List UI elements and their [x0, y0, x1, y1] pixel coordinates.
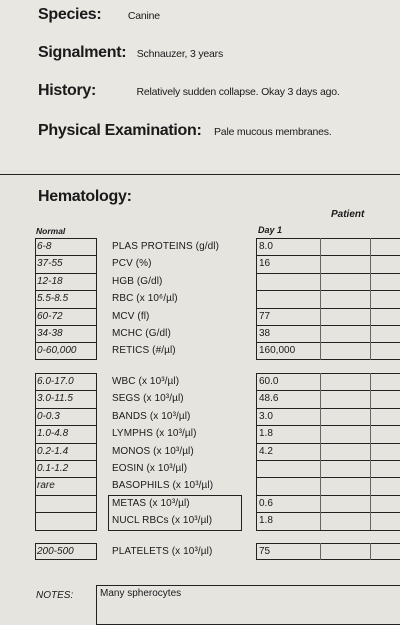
parameter-label: WBC (x 10³/µl)	[112, 376, 180, 387]
history-value: Relatively sudden collapse. Okay 3 days ago.	[136, 86, 340, 98]
parameter-label: MCHC (G/dl)	[112, 328, 171, 339]
exam-value: Pale mucous membranes.	[214, 126, 332, 138]
row-divider	[256, 477, 400, 478]
row-divider	[256, 290, 400, 291]
normal-range: 6-8	[37, 241, 52, 252]
parameter-label: PLATELETS (x 10³/µl)	[112, 546, 213, 557]
species-value: Canine	[127, 10, 160, 22]
row-divider	[256, 512, 400, 513]
signalment-field	[38, 44, 223, 62]
row-divider	[256, 273, 400, 274]
column-divider	[370, 543, 371, 560]
normal-range: 0-0.3	[37, 410, 60, 422]
row-divider	[256, 495, 400, 496]
parameter-label: NUCL RBCs (x 10³/µl)	[112, 515, 213, 527]
row-divider	[256, 443, 400, 444]
normal-range: 1.0-4.8	[37, 428, 69, 440]
hematology-title: Hematology:	[38, 188, 132, 205]
normal-range: 0.2-1.4	[37, 445, 69, 457]
normal-header: Normal	[36, 226, 66, 236]
day1-value: 160,000	[259, 345, 296, 357]
column-divider	[320, 238, 321, 360]
row-divider	[256, 408, 400, 409]
day1-value: 1.8	[259, 515, 273, 527]
normal-range: 5.5-8.5	[37, 293, 69, 305]
day-header: Day 1	[258, 225, 283, 235]
column-divider	[320, 373, 321, 530]
day1-value: 60.0	[259, 376, 279, 387]
day1-value: 16	[259, 258, 271, 270]
column-divider	[320, 543, 321, 560]
normal-range: 3.0-11.5	[37, 393, 73, 405]
row-divider	[256, 425, 400, 426]
day1-value: 3.0	[259, 410, 273, 422]
parameter-label: BASOPHILS (x 10³/µl)	[112, 480, 214, 492]
normal-range: 60-72	[37, 310, 63, 322]
day1-value: 4.2	[259, 445, 273, 457]
history-label: History:	[38, 82, 97, 99]
row-divider	[256, 255, 400, 256]
normal-range: 6.0-17.0	[37, 376, 74, 387]
normal-range: 200-500	[37, 546, 74, 557]
species-field	[38, 6, 160, 24]
notes-label: NOTES:	[36, 590, 74, 601]
column-divider	[370, 373, 371, 530]
exam-field	[38, 122, 332, 140]
signalment-label: Signalment:	[38, 44, 127, 61]
history-field	[38, 82, 340, 100]
parameter-label: SEGS (x 10³/µl)	[112, 393, 184, 405]
parameter-label: MCV (fl)	[112, 310, 150, 322]
normal-range: 0.1-1.2	[37, 463, 69, 474]
parameter-label: EOSIN (x 10³/µl)	[112, 463, 188, 474]
day1-value: 1.8	[259, 428, 273, 440]
row-divider	[35, 495, 97, 496]
species-label: Species:	[38, 6, 102, 23]
parameter-label: METAS (x 10³/µl)	[112, 497, 190, 509]
parameter-label: BANDS (x 10³/µl)	[112, 410, 191, 422]
parameter-label: HGB (G/dl)	[112, 275, 163, 287]
row-divider	[256, 308, 400, 309]
day1-value: 0.6	[259, 497, 273, 509]
normal-range: 34-38	[37, 328, 63, 339]
row-divider	[35, 512, 97, 513]
normal-range: 12-18	[37, 275, 63, 287]
row-divider	[256, 460, 400, 461]
parameter-label: MONOS (x 10³/µl)	[112, 445, 194, 457]
section-divider	[0, 174, 400, 175]
notes-value: Many spherocytes	[100, 588, 182, 599]
value-box-group3	[256, 543, 400, 560]
patient-header: Patient	[331, 209, 365, 220]
parameter-label: PCV (%)	[112, 258, 152, 270]
exam-label: Physical Examination:	[38, 122, 202, 139]
normal-range: 37-55	[37, 258, 63, 270]
parameter-label: RBC (x 10⁶/µl)	[112, 293, 178, 305]
normal-range: rare	[37, 480, 55, 492]
signalment-value: Schnauzer, 3 years	[136, 48, 224, 60]
day1-value: 75	[259, 546, 271, 557]
normal-range: 0-60,000	[37, 345, 77, 357]
day1-value: 48.6	[259, 393, 279, 405]
day1-value: 38	[259, 328, 271, 339]
day1-value: 8.0	[259, 241, 273, 252]
parameter-label: RETICS (#/µl)	[112, 345, 176, 357]
parameter-label: LYMPHS (x 10³/µl)	[112, 428, 197, 440]
parameter-label: PLAS PROTEINS (g/dl)	[112, 241, 220, 252]
column-divider	[370, 238, 371, 360]
day1-value: 77	[259, 310, 271, 322]
row-divider	[256, 325, 400, 326]
